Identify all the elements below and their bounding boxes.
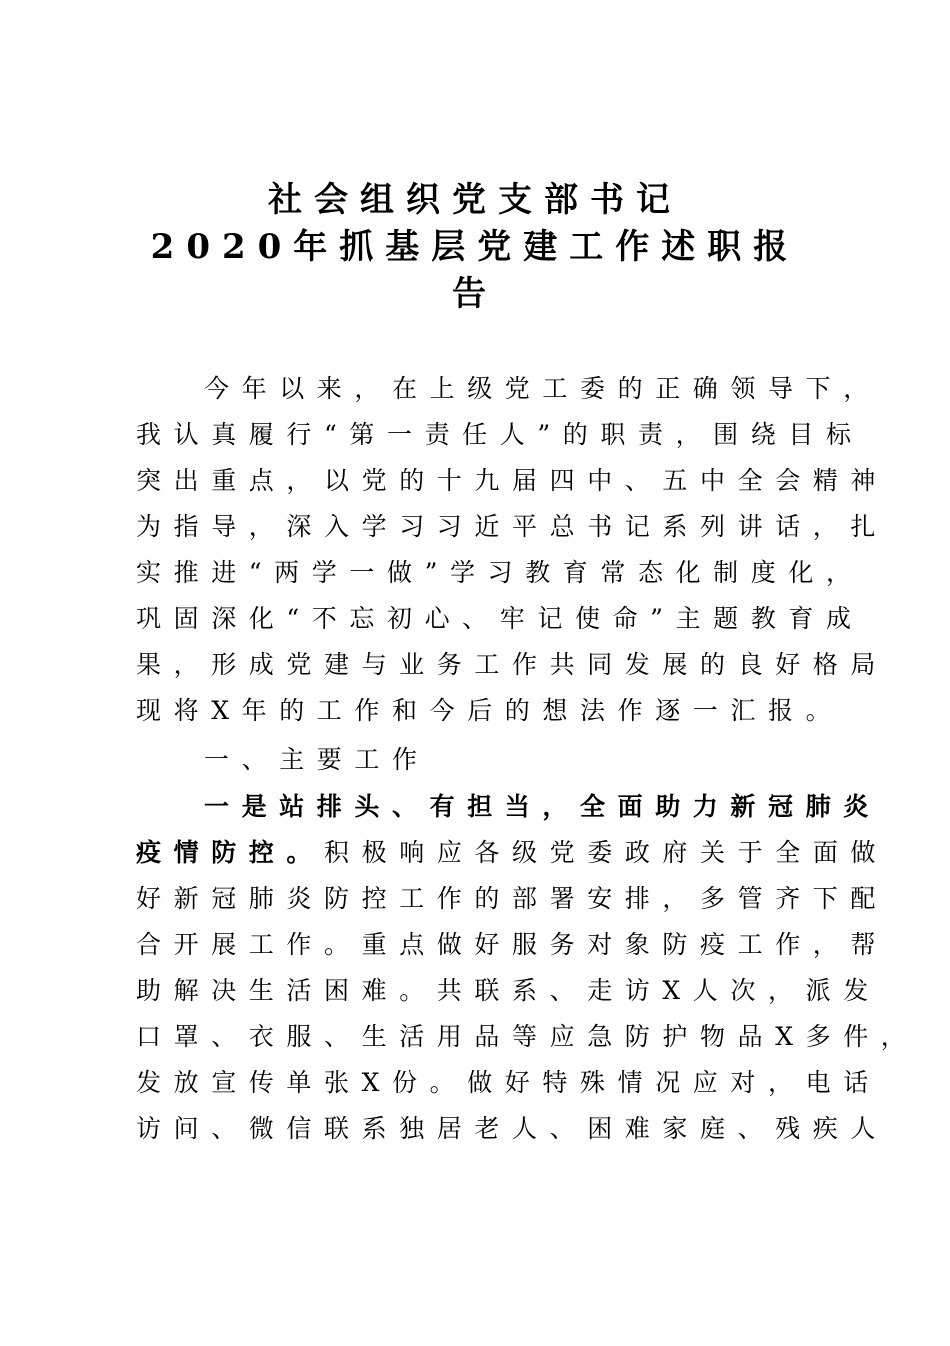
paragraph-text: 积极响应各级党委政府关于全面做 [324,838,889,867]
paragraph-line: 今年以来，在上级党工委的正确领导下， [204,374,881,403]
section-heading: 一、主要工作 [204,745,430,774]
document-title-line-2: 2020年抓基层党建工作述职报 [150,227,800,267]
paragraph-line: 现将X年的工作和今后的想法作逐一汇报。 [136,696,844,725]
paragraph-line: 突出重点，以党的十九届四中、五中全会精神 [136,466,889,495]
paragraph-line: 好新冠肺炎防控工作的部署安排，多管齐下配 [136,884,889,913]
paragraph-line: 发放宣传单张X份。做好特殊情况应对，电话 [136,1068,881,1097]
paragraph-line: 果，形成党建与业务工作共同发展的良好格局 [136,650,889,679]
document-title-line-1: 社会组织党支部书记 [268,180,682,220]
paragraph-lead-line: 一是站排头、有担当，全面助力新冠肺炎 [204,792,881,821]
paragraph-line: 实推进“两学一做”学习教育常态化制度化， [136,558,864,587]
paragraph-lead-text: 疫情防控。 [136,838,325,867]
paragraph-line: 口罩、衣服、生活用品等应急防护物品X多件， [136,1022,919,1051]
paragraph-line: 为指导，深入学习习近平总书记系列讲话，扎 [136,512,889,541]
paragraph-line-mixed [136,830,889,876]
paragraph-line: 访问、微信联系独居老人、困难家庭、残疾人 [136,1114,889,1143]
paragraph-line: 巩固深化“不忘初心、牢记使命”主题教育成 [136,604,864,633]
document-title-line-3: 告 [452,274,498,314]
paragraph-line: 合开展工作。重点做好服务对象防疫工作，帮 [136,930,889,959]
paragraph-line: 我认真履行“第一责任人”的职责，围绕目标 [136,420,864,449]
paragraph-line: 助解决生活困难。共联系、走访X人次，派发 [136,976,881,1005]
